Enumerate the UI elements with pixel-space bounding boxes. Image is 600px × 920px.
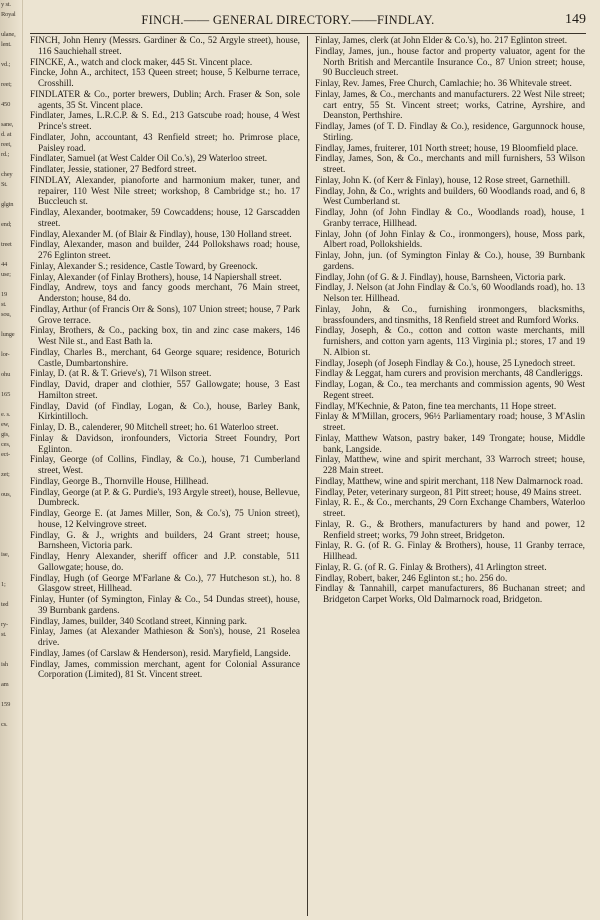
directory-entry: Finlay, John, & Co., furnishing ironmongers, blacksmiths, brassfounders, and tinsmiths, 18 Renfield street and Rumford Works. <box>315 304 585 326</box>
right-column <box>315 36 585 916</box>
gutter-fragment: sane, <box>1 121 14 128</box>
gutter-fragment <box>0 570 22 580</box>
gutter-fragment: cs. <box>1 721 8 728</box>
gutter-fragment <box>0 230 22 240</box>
gutter-fragment: 1; <box>1 581 6 588</box>
gutter-fragment: gis, <box>1 431 10 438</box>
gutter-fragment <box>0 610 22 620</box>
gutter-fragment: ise, <box>1 551 10 558</box>
gutter-fragment <box>0 160 22 170</box>
directory-entry: Findlay, Alexander, mason and builder, 244 Pollokshaws road; house, 276 Eglinton street. <box>30 240 300 261</box>
gutter-fragment: vd.; <box>1 61 11 68</box>
gutter-fragment: zet; <box>1 471 10 478</box>
running-head: FINCH.—— GENERAL DIRECTORY.——FINDLAY. <box>141 13 435 27</box>
gutter-fragment: ohu <box>1 371 11 378</box>
directory-entry: Findlay & Leggat, ham curers and provision merchants, 48 Candleriggs. <box>315 369 583 380</box>
gutter-fragment: use; <box>1 271 11 278</box>
gutter-fragment <box>0 50 22 60</box>
gutter-fragment <box>0 690 22 700</box>
directory-entry: Finlay, John K. (of Kerr & Finlay), house, 12 Rose street, Garnethill. <box>315 175 571 186</box>
directory-entry: FINCH, John Henry (Messrs. Gardiner & Co., 52 Argyle street), house, 116 Sauchiehall street. <box>30 36 300 57</box>
directory-entry: Findlay, Henry Alexander, sheriff officer and J.P. constable, 511 Gallowgate; house, do. <box>30 552 300 573</box>
gutter-fragment <box>0 250 22 260</box>
directory-entry: Findlay, James, Son, & Co., merchants and mill furnishers, 53 Wilson street. <box>315 154 585 175</box>
directory-entry: FINDLATER & Co., porter brewers, Dublin; Arch. Fraser & Son, sole agents, 35 St. Vincent place. <box>30 89 300 111</box>
gutter-fragment <box>0 210 22 220</box>
gutter-fragment: ish <box>1 661 8 668</box>
gutter-fragment <box>0 590 22 600</box>
gutter-fragment <box>0 320 22 330</box>
directory-entry: Finlay, Brothers, & Co., packing box, tin and zinc case makers, 146 West Nile st., and East Bath la. <box>30 326 300 347</box>
gutter-fragment: st. <box>1 301 7 308</box>
directory-entry: Finlay, R. G. (of R. G. Finlay & Brothers), 41 Arlington street. <box>315 562 547 573</box>
gutter-fragment: Royal <box>1 11 16 18</box>
directory-entry: Finlay, Matthew, wine and spirit merchant, 33 Warroch street; house, 228 Main street. <box>315 455 585 476</box>
gutter-fragment: e. s. <box>1 411 11 418</box>
directory-entry: Fincke, John A., architect, 153 Queen street; house, 5 Kelburne terrace, Crosshill. <box>30 68 300 89</box>
directory-columns <box>30 36 586 916</box>
gutter-fragment <box>0 520 22 530</box>
directory-entry: Finlay, D. B., calenderer, 90 Mitchell street; ho. 61 Waterloo street. <box>30 423 279 433</box>
gutter-fragment <box>0 380 22 390</box>
directory-entry: Finlay, George (of Collins, Findlay, & Co.), house, 71 Cumberland street, West. <box>30 455 300 476</box>
directory-entry: FINDLAY, Alexander, pianoforte and harmonium maker, tuner, and repairer, 110 West Nile street; workshop, 8 Cambridge st.; ho. 17 Buccleuch st. <box>30 175 300 208</box>
directory-entry: Findlay, Joseph, & Co., cotton and cotton waste merchants, mill furnishers, and cotton yarn agents, 113 Virginia pl.; stores, 17 and 19 N. Albion st. <box>315 326 585 358</box>
directory-entry: Findlay, David (of Findlay, Logan, & Co.), house, Barley Bank, Kirkintilloch. <box>30 401 300 423</box>
directory-entry: Findlay, Hugh (of George M'Farlane & Co.), 77 Hutcheson st.), ho. 8 Glasgow street, Hillhead. <box>30 573 300 595</box>
directory-entry: Findlater, John, accountant, 43 Renfield street; ho. Primrose place, Paisley road. <box>30 132 300 154</box>
gutter-fragment: d. at <box>1 131 12 138</box>
directory-entry: Finlay, Matthew Watson, pastry baker, 149 Trongate; house, Middle bank, Langside. <box>315 433 585 455</box>
gutter-fragment: st. <box>1 631 7 638</box>
gutter-fragment: 19 <box>1 291 8 298</box>
gutter-fragment: lor- <box>1 351 10 358</box>
directory-entry: Finlay, R. E., & Co., merchants, 29 Corn Exchange Chambers, Waterloo street. <box>315 498 585 519</box>
gutter-fragment: ous, <box>1 491 11 498</box>
gutter-fragment <box>0 540 22 550</box>
directory-entry: Findlay, George B., Thornville House, Hillhead. <box>30 476 209 487</box>
directory-entry: Findlay, John (of G. & J. Findlay), house, Barnsheen, Victoria park. <box>315 272 566 283</box>
directory-entry: Findlater, Jessie, stationer, 27 Bedford street. <box>30 165 197 175</box>
gutter-fragment: 159 <box>1 701 11 708</box>
gutter-fragment: St. <box>1 181 8 188</box>
gutter-fragment <box>0 90 22 100</box>
directory-entry: Findlay, Andrew, toys and fancy goods merchant, 76 Main street, Anderston; house, 84 do. <box>30 283 300 304</box>
gutter-fragment <box>0 20 22 30</box>
directory-entry: Findlay, Logan, & Co., tea merchants and commission agents, 90 West Regent street. <box>315 380 585 401</box>
directory-entry: Finlay, John, jun. (of Symington Finlay & Co.), house, 39 Burnbank gardens. <box>315 251 585 272</box>
directory-entry: Findlay, Matthew, wine and spirit merchant, 118 New Dalmarnock road. <box>315 476 583 487</box>
gutter-fragment: sou, <box>1 311 11 318</box>
directory-entry: Findlay, Peter, veterinary surgeon, 81 Pitt street; house, 49 Mains street. <box>315 487 582 498</box>
page-header <box>30 10 586 30</box>
gutter-fragment: rd.; <box>1 151 10 158</box>
gutter-fragment: glgin <box>1 201 14 208</box>
directory-entry: Findlay, Charles B., merchant, 64 George square; residence, Boturich Castle, Dumbartonshire. <box>30 347 300 369</box>
directory-entry: Finlay, James (at Alexander Mathieson & Son's), house, 21 Roselea drive. <box>30 627 300 648</box>
gutter-fragment <box>0 460 22 470</box>
directory-entry: Findlay, James, jun., house factor and property valuator, agent for the North British and Mercantile Insurance Co., 87 Union street; house, 90 Buccleuch street. <box>315 46 585 79</box>
gutter-fragment: 165 <box>1 391 11 398</box>
directory-entry: Findlay & Tannahill, carpet manufacturers, 86 Buchanan street; and Bridgeton Carpet Works, Old Dalmarnock road, Bridgeton. <box>315 584 585 605</box>
gutter-fragment <box>0 650 22 660</box>
directory-entry: Findlay, Joseph (of Joseph Findlay & Co.), house, 25 Lynedoch street. <box>315 358 576 369</box>
gutter-fragment <box>0 510 22 520</box>
gutter-fragment <box>0 500 22 510</box>
directory-entry: Findlay, James, builder, 340 Scotland street, Kinning park. <box>30 616 247 627</box>
directory-entry: Findlay, James, fruiterer, 101 North street; house, 19 Bloomfield place. <box>315 143 579 154</box>
directory-entry: Finlay & M'Millan, grocers, 96½ Parliamentary road; house, 3 M'Aslin street. <box>315 412 585 433</box>
gutter-fragment: ew, <box>1 421 10 428</box>
directory-entry: Findlay, Alexander M. (of Blair & Findlay), house, 130 Holland street. <box>30 229 292 240</box>
directory-entry: Findlay, Robert, baker, 246 Eglinton st.; ho. 256 do. <box>315 573 508 584</box>
directory-entry: Finlay, John (of John Finlay & Co., ironmongers), house, Moss park, Albert road, Pollokshields. <box>315 229 585 251</box>
gutter-fragment <box>0 640 22 650</box>
directory-entry: Findlay, George (at P. & G. Purdie's, 193 Argyle street), house, Bellevue, Dumbreck. <box>30 487 300 509</box>
directory-entry: Findlay, James, commission merchant, agent for Colonial Assurance Corporation (Limited), 81 St. Vincent street. <box>30 659 300 681</box>
gutter-fragment <box>0 110 22 120</box>
directory-entry: Finlay, R. G., & Brothers, manufacturers by hand and power, 12 Renfield street; works, 79 John street, Bridgeton. <box>315 519 585 541</box>
directory-entry: Finlay, D. (at R. & T. Grieve's), 71 Wilson street. <box>30 369 212 380</box>
gutter-fragment <box>0 70 22 80</box>
gutter-fragment: end; <box>1 221 12 228</box>
directory-entry: Finlay & Davidson, ironfounders, Victoria Street Foundry, Port Eglinton. <box>30 433 300 455</box>
gutter-fragment: am <box>1 681 9 688</box>
directory-entry: Findlater, James, L.R.C.P. & S. Ed., 213 Gatscube road; house, 4 West Prince's street. <box>30 111 300 132</box>
adjacent-page-gutter <box>0 0 23 920</box>
gutter-fragment <box>0 480 22 490</box>
gutter-fragment: reet; <box>1 81 12 88</box>
directory-entry: Finlay, R. G. (of R. G. Finlay & Brothers), house, 11 Granby terrace, Hillhead. <box>315 541 585 562</box>
gutter-fragment <box>0 190 22 200</box>
directory-entry: Findlay, John, & Co., wrights and builders, 60 Woodlands road, and 6, 8 West Cumberland st. <box>315 186 585 208</box>
gutter-fragment: lunge <box>1 331 15 338</box>
gutter-fragment: treet <box>1 241 12 248</box>
directory-entry: Finlay, James, clerk (at John Elder & Co.'s), ho. 217 Eglinton street. <box>315 36 568 46</box>
gutter-fragment <box>0 710 22 720</box>
gutter-fragment <box>0 400 22 410</box>
gutter-fragment <box>0 280 22 290</box>
gutter-fragment <box>0 360 22 370</box>
gutter-fragment: ry- <box>1 621 8 628</box>
directory-entry: Findlay, John (of John Findlay & Co., Woodlands road), house, 1 Granby terrace, Hillhead. <box>315 208 585 229</box>
directory-entry: Finlay, James, & Co., merchants and manufacturers. 22 West Nile street; cart entry, 55 St. Vincent street; works, Catrine, Ayrshire, and Deanston, Perthshire. <box>315 89 585 122</box>
column-divider <box>307 36 308 916</box>
gutter-fragment <box>0 560 22 570</box>
directory-entry: Findlay, George E. (at James Miller, Son, & Co.'s), 75 Union street), house, 12 Kelvingrove street. <box>30 509 300 530</box>
gutter-fragment <box>0 670 22 680</box>
gutter-fragment: ces, <box>1 441 11 448</box>
directory-entry: Findlay, James (of Carslaw & Henderson), resid. Maryfield, Langside. <box>30 648 291 659</box>
gutter-fragment <box>0 530 22 540</box>
directory-entry: Finlay, Rev. James, Free Church, Camlachie; ho. 36 Whitevale street. <box>315 79 572 89</box>
gutter-fragment: lent. <box>1 41 12 48</box>
directory-entry: Findlay, James (of T. D. Findlay & Co.), residence, Gargunnock house, Stirling. <box>315 122 585 143</box>
directory-entry: Finlay, Alexander (of Finlay Brothers), house, 14 Napiershall street. <box>30 272 282 283</box>
directory-entry: Findlay, G. & J., wrights and builders, 24 Grant street; house, Barnsheen, Victoria park. <box>30 530 300 552</box>
left-column <box>30 36 300 916</box>
directory-entry: Findlay, David, draper and clothier, 557 Gallowgate; house, 3 East Hamilton street. <box>30 380 300 401</box>
gutter-fragment: 44 <box>1 261 8 268</box>
gutter-fragment <box>0 340 22 350</box>
directory-entry: Findlater, Samuel (at West Calder Oil Co.'s), 29 Waterloo street. <box>30 154 268 165</box>
directory-entry: Findlay, J. Nelson (at John Findlay & Co.'s, 60 Woodlands road), ho. 13 Nelson ter. Hillhead. <box>315 283 585 304</box>
page-number: 149 <box>565 12 586 27</box>
gutter-fragment: reet, <box>1 141 12 148</box>
directory-entry: Finlay, Hunter (of Symington, Finlay & Co., 54 Dundas street), house, 39 Burnbank gardens. <box>30 595 300 616</box>
directory-entry: Finlay, Alexander S.; residence, Castle Toward, by Greenock. <box>30 261 258 272</box>
gutter-fragment: ect- <box>1 451 10 458</box>
header-rule <box>30 33 586 34</box>
directory-entry: Findlay, Alexander, bootmaker, 59 Cowcaddens; house, 12 Garscadden street. <box>30 208 300 229</box>
gutter-fragment: chey <box>1 171 13 178</box>
gutter-fragment: y st. <box>1 1 11 8</box>
gutter-fragment: ted <box>1 601 9 608</box>
directory-entry: Findlay, Arthur (of Francis Orr & Sons), 107 Union street; house, 7 Park Grove terrace. <box>30 304 300 326</box>
gutter-fragment: 450 <box>1 101 11 108</box>
gutter-fragment: ulane, <box>1 31 16 38</box>
directory-entry: FINCKE, A., watch and clock maker, 445 St. Vincent place. <box>30 57 253 68</box>
directory-entry: Findlay, M'Kechnie, & Paton, fine tea merchants, 11 Hope street. <box>315 401 557 412</box>
